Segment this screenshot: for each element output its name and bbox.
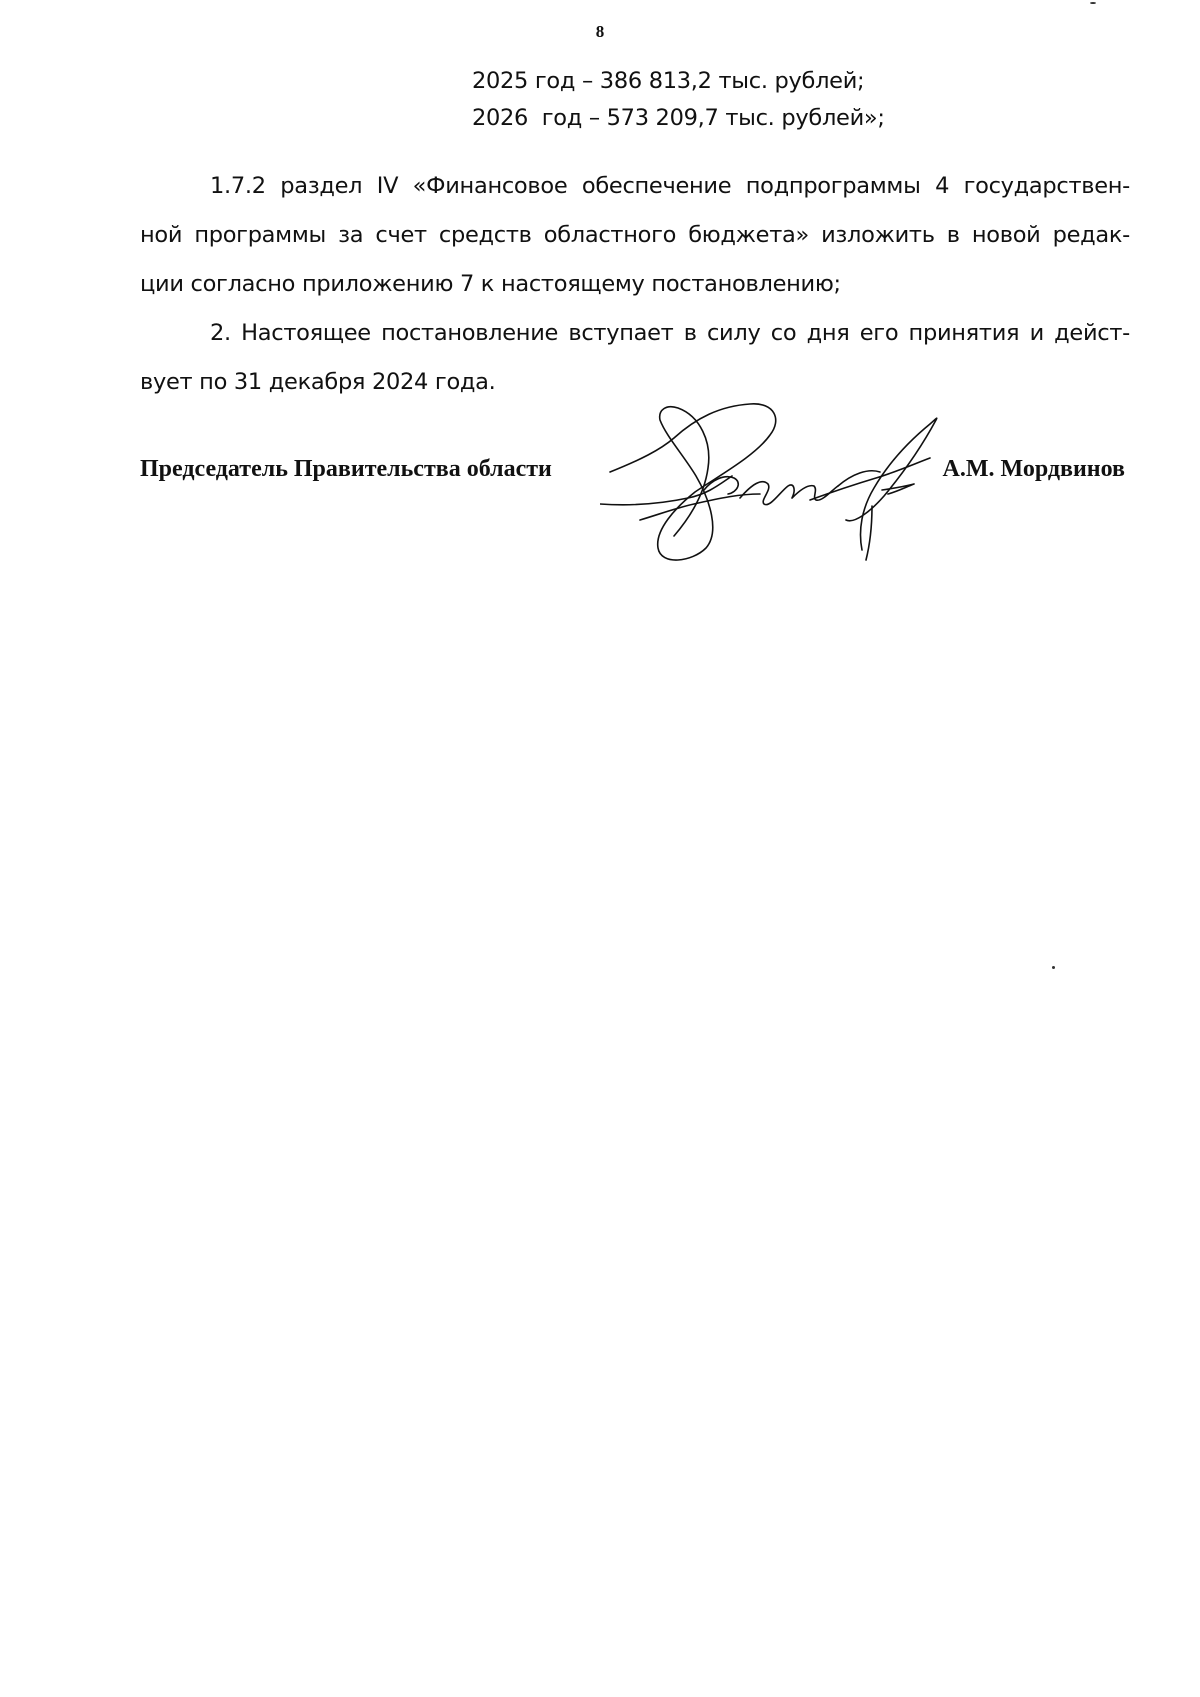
paragraph-line: 2. Настоящее постановление вступает в силу со дня его принятия и дейст- xyxy=(210,320,1130,346)
funding-line-2026: 2026 год – 573 209,7 тыс. рублей»; xyxy=(472,105,885,131)
paragraph-section-iv xyxy=(140,162,1130,309)
scan-speck xyxy=(1090,2,1096,4)
page-number: 8 xyxy=(595,22,605,41)
paragraph-line: ной программы за счет средств областного бюджета» изложить в новой редак- xyxy=(140,222,1130,248)
handwritten-signature xyxy=(600,380,960,580)
paragraph-line: вует по 31 декабря 2024 года. xyxy=(140,369,496,395)
signer-name: А.М. Мордвинов xyxy=(942,456,1125,482)
paragraph-line: 1.7.2 раздел IV «Финансовое обеспечение подпрограммы 4 государствен- xyxy=(210,173,1130,199)
funding-line-2025: 2025 год – 386 813,2 тыс. рублей; xyxy=(472,68,865,94)
signer-title: Председатель Правительства области xyxy=(140,456,552,482)
scan-speck xyxy=(1052,966,1055,969)
paragraph-line: ции согласно приложению 7 к настоящему постановлению; xyxy=(140,271,841,297)
